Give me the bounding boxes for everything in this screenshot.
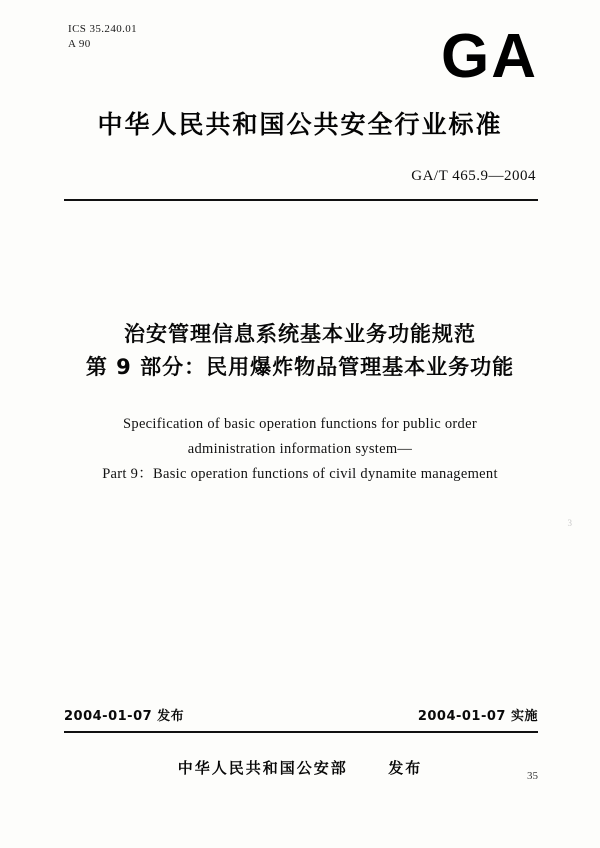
issuing-authority bbox=[0, 757, 600, 778]
page-number: 35 bbox=[527, 770, 538, 782]
ga-logo-mark: GA bbox=[441, 22, 538, 91]
effective-date: 2004-01-07 实施 bbox=[417, 709, 538, 724]
date-row bbox=[64, 705, 538, 724]
standard-number: GA/T 465.9—2004 bbox=[411, 168, 536, 184]
footer-divider bbox=[64, 731, 538, 733]
ics-classification-block bbox=[68, 22, 137, 52]
issuing-authority-action: 发布 bbox=[388, 759, 423, 777]
document-title-chinese-line-1: 治安管理信息系统基本业务功能规范 bbox=[124, 322, 476, 346]
ics-category-code: A 90 bbox=[68, 37, 91, 50]
document-title-english bbox=[0, 412, 600, 487]
document-title-english-line-3: Part 9：Basic operation functions of civil dynamite management bbox=[102, 465, 498, 482]
document-title-english-line-2: administration information system— bbox=[187, 440, 413, 457]
document-title-english-line-1: Specification of basic operation functions for public order bbox=[123, 416, 477, 432]
document-title-chinese-line-2: 第 9 部分：民用爆炸物品管理基本业务功能 bbox=[85, 354, 515, 379]
ics-code: ICS 35.240.01 bbox=[68, 23, 138, 35]
header-divider bbox=[64, 199, 538, 201]
margin-mark: 3 bbox=[567, 518, 572, 528]
standard-series-title: 中华人民共和国公共安全行业标准 bbox=[97, 110, 503, 139]
issue-date: 2004-01-07 发布 bbox=[64, 709, 185, 724]
issuing-authority-name: 中华人民共和国公安部 bbox=[177, 759, 348, 777]
document-title-chinese bbox=[0, 318, 600, 383]
